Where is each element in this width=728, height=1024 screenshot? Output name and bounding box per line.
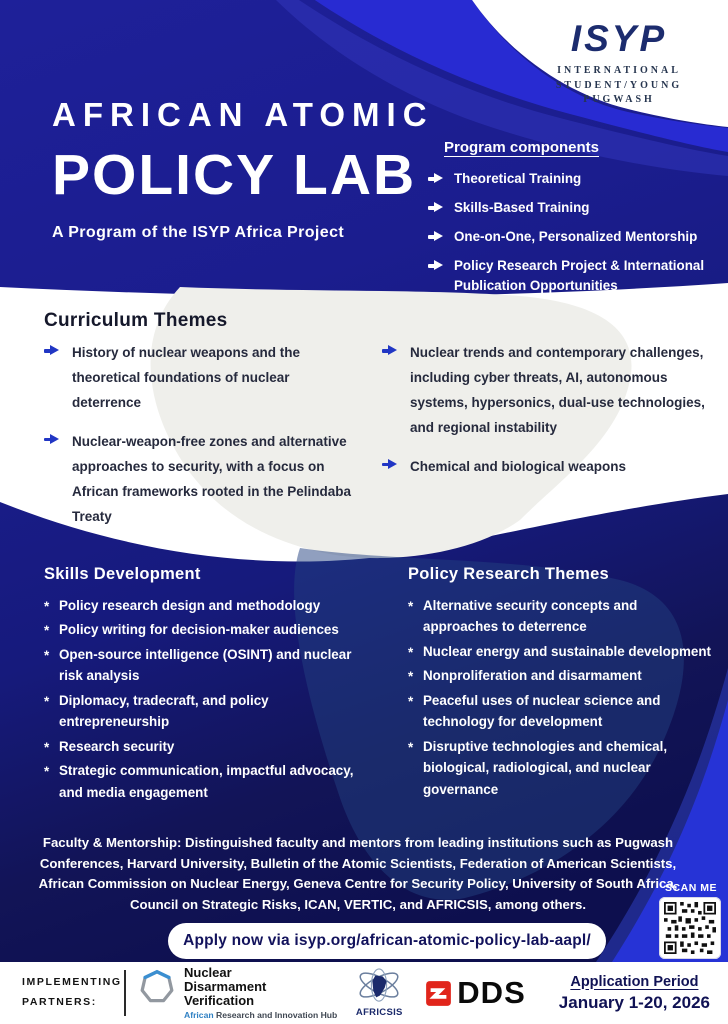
africsis-atom-icon [353,968,405,1004]
research-heading: Policy Research Themes [408,565,610,583]
arrow-icon [44,434,60,445]
curriculum-right-column [382,341,712,494]
list-item: Skills-Based Training [428,198,720,218]
scan-me-label: SCAN ME [665,882,717,894]
list-item: * Policy writing for decision-maker audiences [44,619,370,640]
list-item: Nuclear trends and contemporary challenges, including cyber threats, AI, autonomous systems, hypersonics, dual-use technologies, and regional instability [382,341,712,441]
ndv-heptagon-icon [138,966,176,1006]
arrow-icon [428,231,444,242]
list-item: One-on-One, Personalized Mentorship [428,227,720,247]
list-item: * Alternative security concepts and approaches to deterrence [408,595,714,638]
arrow-icon [382,459,398,470]
arrow-icon [382,345,398,356]
qr-code [659,897,721,959]
arrow-icon [44,345,60,356]
dds-wordmark: DDS [457,975,526,1010]
implementing-partners-label: IMPLEMENTING PARTNERS: [22,976,122,1008]
list-item: * Diplomacy, tradecraft, and policy entrepreneurship [44,690,370,733]
list-item: * Nuclear energy and sustainable development [408,641,714,662]
ndv-name-line: Verification [184,992,255,1008]
policy-research-themes-section [408,565,714,803]
curriculum-themes-heading: Curriculum Themes [44,310,228,331]
list-item: History of nuclear weapons and the theoretical foundations of nuclear deterrence [44,341,362,416]
faculty-mentorship-note: Faculty & Mentorship: Distinguished faculty and mentors from leading institutions such as Pugwash Conferences, Harvard University, Bulletin of the Atomic Scientists, Federation of American Scientists, African Commission on Nuclear Energy, Geneva Centre for Security Policy, University of South Africa, Council on Strategic Risks, ICAN, VERTIC, and AFRICSIS, among others. [38,835,678,913]
arrow-icon [428,260,444,271]
list-item: * Strategic communication, impactful advocacy, and media engagement [44,760,370,803]
poster-title [52,96,434,242]
arrow-icon [428,173,444,184]
isyp-org-name: INTERNATIONAL STUDENT/YOUNG PUGWASH [555,65,683,105]
list-item: Chemical and biological weapons [382,455,712,480]
program-components-section [428,139,720,306]
skills-development-section [44,565,370,806]
program-components-heading: Program components [444,139,600,156]
list-item: * Policy research design and methodology [44,595,370,616]
ndv-subtitle: African Research and Innovation Hub [184,1009,338,1020]
list-item: * Research security [44,736,370,757]
africsis-label: AFRICSIS [355,1007,403,1018]
skills-heading: Skills Development [44,565,201,583]
list-item: * Nonproliferation and disarmament [408,665,714,686]
list-item: Nuclear-weapon-free zones and alternative approaches to security, with a focus on African frameworks rooted in the Pelindaba Treaty [44,430,362,530]
curriculum-left-column [44,341,362,544]
application-period-dates: January 1-20, 2026 [558,992,710,1012]
dds-partner-logo [425,975,525,1011]
ndv-name-line: Disarmament [184,978,267,994]
application-period-label: Application Period [570,973,699,990]
qr-code-image [664,902,716,954]
isyp-logo [534,20,704,108]
footer-divider [124,970,126,1016]
list-item: * Disruptive technologies and chemical, biological, radiological, and nuclear governance [408,736,714,800]
dds-icon [425,980,452,1007]
list-item: Theoretical Training [428,169,720,189]
isyp-wordmark: ISYP [570,18,668,59]
application-period [559,974,710,1013]
list-item: * Open-source intelligence (OSINT) and nuclear risk analysis [44,644,370,687]
title-line-2: POLICY LAB [52,143,417,207]
arrow-icon [428,202,444,213]
title-line-1: AFRICAN ATOMIC [52,96,434,133]
apply-link-banner[interactable]: Apply now via isyp.org/african-atomic-policy-lab-aapl/ [168,923,606,959]
africsis-partner-logo [353,968,405,1018]
footer-partners-bar [0,962,728,1024]
list-item: Policy Research Project & International Publication Opportunities [428,256,720,296]
ndv-partner-logo [138,966,337,1020]
list-item: * Peaceful uses of nuclear science and technology for development [408,690,714,733]
title-subtitle: A Program of the ISYP Africa Project [52,224,345,241]
ndv-name-line: Nuclear [184,964,232,980]
